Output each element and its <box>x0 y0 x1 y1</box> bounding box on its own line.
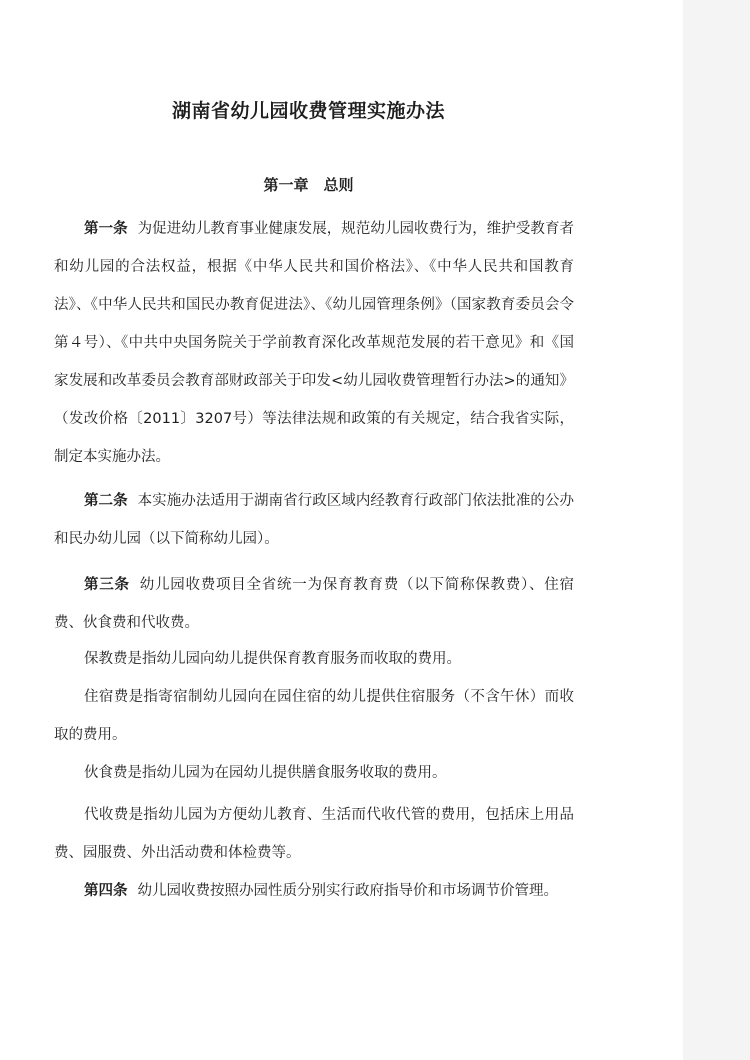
article-4-text: 幼儿园收费按照办园性质分别实行政府指导价和市场调节价管理。 <box>137 883 558 899</box>
article-3-label: 第三条 <box>84 577 130 593</box>
article-2-paragraph <box>54 482 574 558</box>
tuition-fee-definition <box>54 640 574 678</box>
article-1-paragraph <box>54 210 574 476</box>
page-edge-margin <box>683 0 750 1060</box>
document-title: 湖南省幼儿园收费管理实施办法 <box>171 100 445 122</box>
tuition-fee-text: 保教费是指幼儿园向幼儿提供保育教育服务而收取的费用。 <box>84 651 461 667</box>
article-4-paragraph <box>54 872 574 910</box>
boarding-fee-text: 住宿费是指寄宿制幼儿园向在园住宿的幼儿提供住宿服务（不含午休）而收取的费用。 <box>54 689 574 743</box>
article-3-paragraph <box>54 566 574 642</box>
article-1-text: 为促进幼儿教育事业健康发展，规范幼儿园收费行为，维护受教育者和幼儿园的合法权益，根据《中华人民共和国价格法》、《中华人民共和国教育法》、《中华人民共和国民办教育促进法》、《幼儿园管理条例》（国家教育委员会令第４号）、《中共中央国务院关于学前教育深化改革规范发展的若干意见》和《国家发展和改革委员会教育部财政部关于印发<幼儿园收费管理暂行办法>的通知》（发改价格〔2011〕3207号）等法律法规和政策的有关规定，结合我省实际，制定本实施办法。 <box>54 221 574 465</box>
article-2-text: 本实施办法适用于湖南省行政区域内经教育行政部门依法批准的公办和民办幼儿园（以下简称幼儿园）。 <box>54 493 574 547</box>
meal-fee-text: 伙食费是指幼儿园为在园幼儿提供膳食服务收取的费用。 <box>84 765 447 781</box>
article-1-label: 第一条 <box>84 221 128 237</box>
article-3-text: 幼儿园收费项目全省统一为保育教育费（以下简称保教费）、住宿费、伙食费和代收费。 <box>54 577 574 631</box>
collection-fee-definition <box>54 796 574 872</box>
boarding-fee-definition <box>54 678 574 754</box>
article-4-label: 第四条 <box>84 883 128 899</box>
collection-fee-text: 代收费是指幼儿园为方便幼儿教育、生活而代收代管的费用，包括床上用品费、园服费、外出活动费和体检费等。 <box>54 807 574 861</box>
meal-fee-definition <box>54 754 574 792</box>
article-2-label: 第二条 <box>84 493 128 509</box>
chapter-heading: 第一章 总则 <box>263 176 354 194</box>
